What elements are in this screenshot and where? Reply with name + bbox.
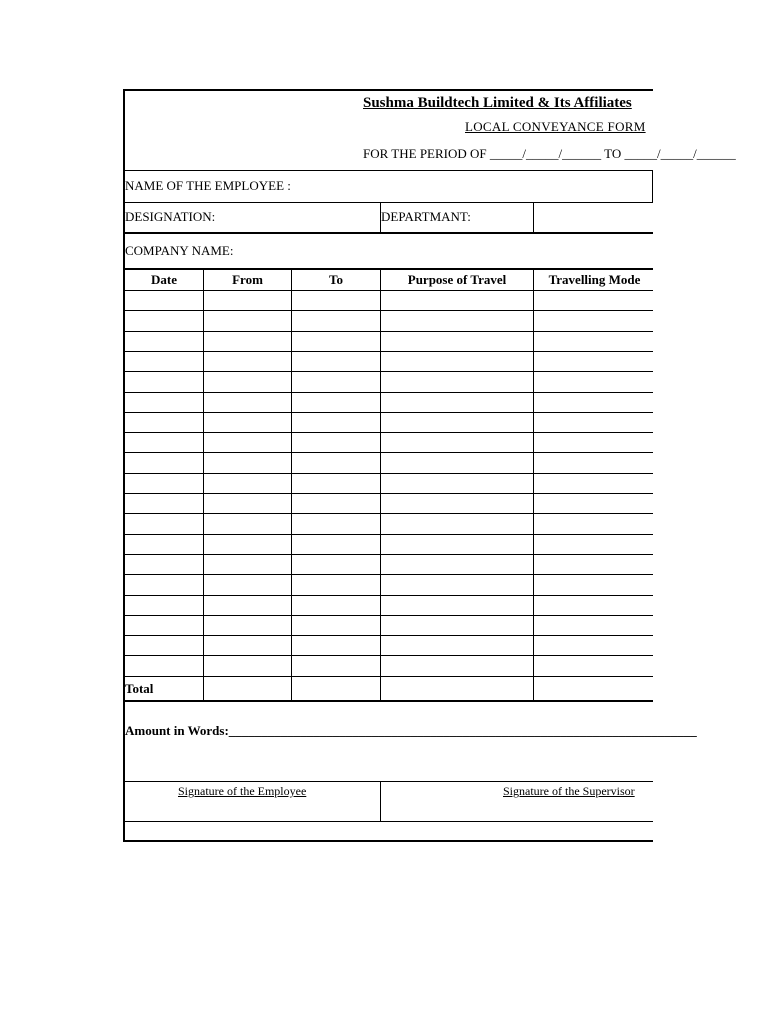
form-title: LOCAL CONVEYANCE FORM (465, 119, 646, 134)
table-row (125, 655, 653, 656)
table-row (125, 290, 653, 291)
divider (125, 821, 653, 822)
designation-label: DESIGNATION: (125, 209, 216, 224)
column-divider (291, 268, 292, 701)
employee-signature-label: Signature of the Employee (178, 784, 307, 798)
column-header-from: From (232, 272, 263, 287)
table-top-border (125, 268, 653, 270)
table-row (125, 412, 653, 413)
table-row (125, 392, 653, 393)
divider (125, 232, 653, 234)
divider (380, 781, 381, 821)
conveyance-form (123, 89, 736, 842)
column-header-mode: Travelling Mode (548, 272, 641, 287)
column-header-date: Date (151, 272, 177, 287)
table-row (125, 432, 653, 433)
employee-name-label: NAME OF THE EMPLOYEE : (125, 178, 291, 193)
table-row (125, 554, 653, 555)
company-title: Sushma Buildtech Limited & Its Affiliates (363, 95, 632, 111)
table-row (125, 452, 653, 453)
table-row (125, 635, 653, 636)
department-label: DEPARTMANT: (381, 209, 471, 224)
divider (125, 202, 653, 203)
divider (533, 202, 534, 233)
supervisor-signature-label: Signature of the Supervisor (503, 784, 635, 798)
column-divider (533, 268, 534, 701)
total-label: Total (125, 681, 154, 696)
column-header-to: To (329, 272, 343, 287)
table-bottom-border (125, 700, 653, 702)
company-name-label: COMPANY NAME: (125, 243, 234, 258)
column-divider (203, 268, 204, 701)
table-row (125, 595, 653, 596)
table-row (125, 331, 653, 332)
divider (652, 170, 653, 202)
amount-in-words-label: Amount in Words:________________________________________________________________________ (125, 723, 697, 738)
table-row (125, 351, 653, 352)
table-row (125, 534, 653, 535)
table-row (125, 513, 653, 514)
table-row (125, 371, 653, 372)
table-row (125, 676, 653, 677)
divider (125, 170, 653, 171)
column-header-purpose: Purpose of Travel (407, 272, 507, 287)
table-row (125, 310, 653, 311)
column-divider (380, 268, 381, 701)
table-row (125, 574, 653, 575)
table-row (125, 473, 653, 474)
table-row (125, 493, 653, 494)
table-row (125, 615, 653, 616)
divider (125, 781, 653, 782)
period-label: FOR THE PERIOD OF _____/_____/______ TO _____/_____/______ (363, 146, 736, 161)
